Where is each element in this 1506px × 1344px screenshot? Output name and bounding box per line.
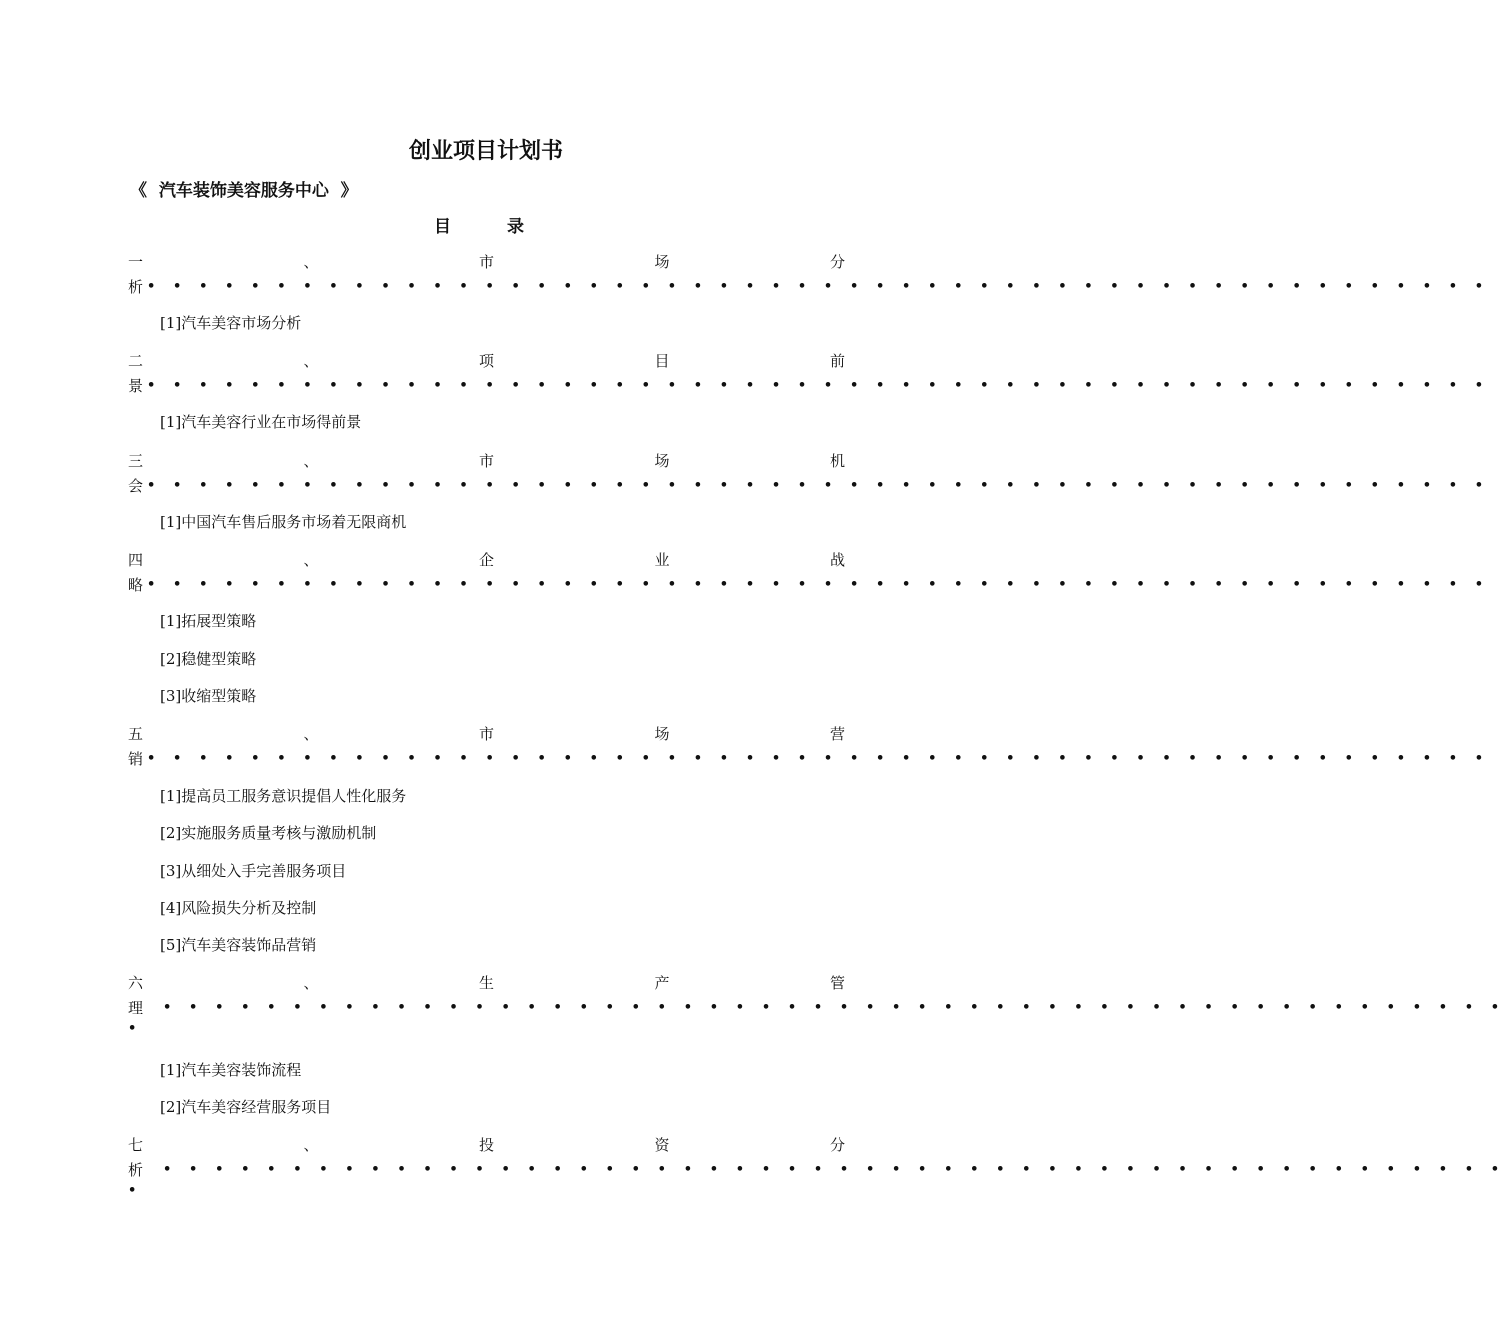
toc-section-market-analysis[interactable] — [128, 250, 1490, 299]
toc-section-marketing[interactable] — [128, 722, 1490, 771]
toc-section-char: 、 — [303, 725, 319, 743]
toc-section-char: 市 — [478, 253, 494, 271]
toc-section-tail: 析 — [128, 278, 144, 296]
toc-section-char: 前 — [829, 352, 845, 370]
toc-section-char: 五 — [128, 725, 144, 743]
toc-section-char: 市 — [478, 725, 494, 743]
toc-section-char: 项 — [478, 352, 494, 370]
toc-section-investment-analysis[interactable] — [128, 1133, 1506, 1204]
dot-leader: • • • • • • • • • • • • • • • • • • • • • • • • • • • • • • • • • • • • • • • • • • • • • • • • • • • • — [147, 279, 1490, 294]
toc-section-char: 营 — [829, 725, 845, 743]
toc-section-char: 分 — [829, 253, 845, 271]
dot-leader: • • • • • • • • • • • • • • • • • • • • • • • • • • • • • • • • • • • • • • • • • • • • • • • • • • • • — [163, 1000, 1506, 1015]
toc-section-tail: 理 — [128, 999, 144, 1017]
toc-subitem[interactable]: [3]从细处入手完善服务项目 — [160, 862, 347, 880]
dot-leader: • • • • • • • • • • • • • • • • • • • • • • • • • • • • • • • • • • • • • • • • • • • • • • • • • • • • — [147, 478, 1490, 493]
toc-section-char: 六 — [128, 974, 144, 992]
toc-section-tail: 略 — [128, 576, 144, 594]
toc-section-production-management[interactable] — [128, 971, 1506, 1042]
toc-heading — [434, 212, 524, 237]
toc-heading-char: 录 — [507, 217, 524, 237]
toc-subitem[interactable]: [1]拓展型策略 — [160, 612, 257, 630]
toc-section-char: 、 — [303, 1136, 319, 1154]
toc-section-char: 七 — [128, 1136, 144, 1154]
toc-section-char: 三 — [128, 452, 144, 470]
toc-section-char: 业 — [654, 551, 670, 569]
toc-section-char: 四 — [128, 551, 144, 569]
toc-section-char: 、 — [303, 253, 319, 271]
dot-leader: • • • • • • • • • • • • • • • • • • • • • • • • • • • • • • • • • • • • • • • • • • • • • • • • • • • • — [147, 378, 1490, 393]
toc-subitem[interactable]: [1]中国汽车售后服务市场着无限商机 — [160, 513, 407, 531]
toc-subitem[interactable]: [5]汽车美容装饰品营销 — [160, 936, 317, 954]
toc-section-char: 企 — [478, 551, 494, 569]
trailing-dot: • — [128, 1021, 137, 1036]
toc-section-char: 机 — [829, 452, 845, 470]
toc-section-char: 、 — [303, 352, 319, 370]
toc-section-char: 、 — [303, 452, 319, 470]
toc-section-char: 产 — [654, 974, 670, 992]
toc-section-char: 、 — [303, 551, 319, 569]
toc-section-char: 市 — [478, 452, 494, 470]
toc-section-char: 分 — [829, 1136, 845, 1154]
dot-leader: • • • • • • • • • • • • • • • • • • • • • • • • • • • • • • • • • • • • • • • • • • • • • • • • • • • • — [147, 577, 1490, 592]
toc-section-char: 资 — [654, 1136, 670, 1154]
toc-subitem[interactable]: [1]提高员工服务意识提倡人性化服务 — [160, 787, 407, 805]
toc-section-tail: 销 — [128, 750, 144, 768]
dot-leader: • • • • • • • • • • • • • • • • • • • • • • • • • • • • • • • • • • • • • • • • • • • • • • • • • • • • — [147, 751, 1490, 766]
toc-subitem[interactable]: [1]汽车美容行业在市场得前景 — [160, 413, 362, 431]
toc-subitem[interactable]: [4]风险损失分析及控制 — [160, 899, 317, 917]
toc-section-char: 目 — [654, 352, 670, 370]
toc-subitem[interactable]: [2]实施服务质量考核与激励机制 — [160, 824, 377, 842]
toc-section-char: 生 — [478, 974, 494, 992]
toc-section-strategy[interactable] — [128, 548, 1490, 597]
toc-section-char: 、 — [303, 974, 319, 992]
toc-section-char: 二 — [128, 352, 144, 370]
toc-heading-char: 目 — [434, 217, 451, 237]
toc-section-char: 场 — [654, 725, 670, 743]
toc-section-market-opportunity[interactable] — [128, 449, 1490, 498]
toc-section-tail: 析 — [128, 1161, 144, 1179]
toc-subitem[interactable]: [2]稳健型策略 — [160, 650, 257, 668]
trailing-dot: • — [128, 1183, 137, 1198]
toc-section-char: 场 — [654, 452, 670, 470]
toc-section-char: 管 — [829, 974, 845, 992]
toc-section-char: 战 — [829, 551, 845, 569]
toc-section-tail: 景 — [128, 377, 144, 395]
toc-section-char: 场 — [654, 253, 670, 271]
toc-section-tail: 会 — [128, 477, 144, 495]
toc-section-char: 投 — [478, 1136, 494, 1154]
toc-subitem[interactable]: [1]汽车美容市场分析 — [160, 314, 302, 332]
toc-subitem[interactable]: [2]汽车美容经营服务项目 — [160, 1098, 332, 1116]
dot-leader: • • • • • • • • • • • • • • • • • • • • • • • • • • • • • • • • • • • • • • • • • • • • • • • • • • • • — [163, 1162, 1506, 1177]
document-title: 创业项目计划书 — [408, 139, 563, 164]
toc-subitem[interactable]: [3]收缩型策略 — [160, 687, 257, 705]
toc-section-char: 一 — [128, 253, 144, 271]
toc-section-project-prospects[interactable] — [128, 349, 1490, 398]
document-subtitle: 《 汽车装饰美容服务中心 》 — [130, 181, 358, 201]
toc-subitem[interactable]: [1]汽车美容装饰流程 — [160, 1061, 302, 1079]
